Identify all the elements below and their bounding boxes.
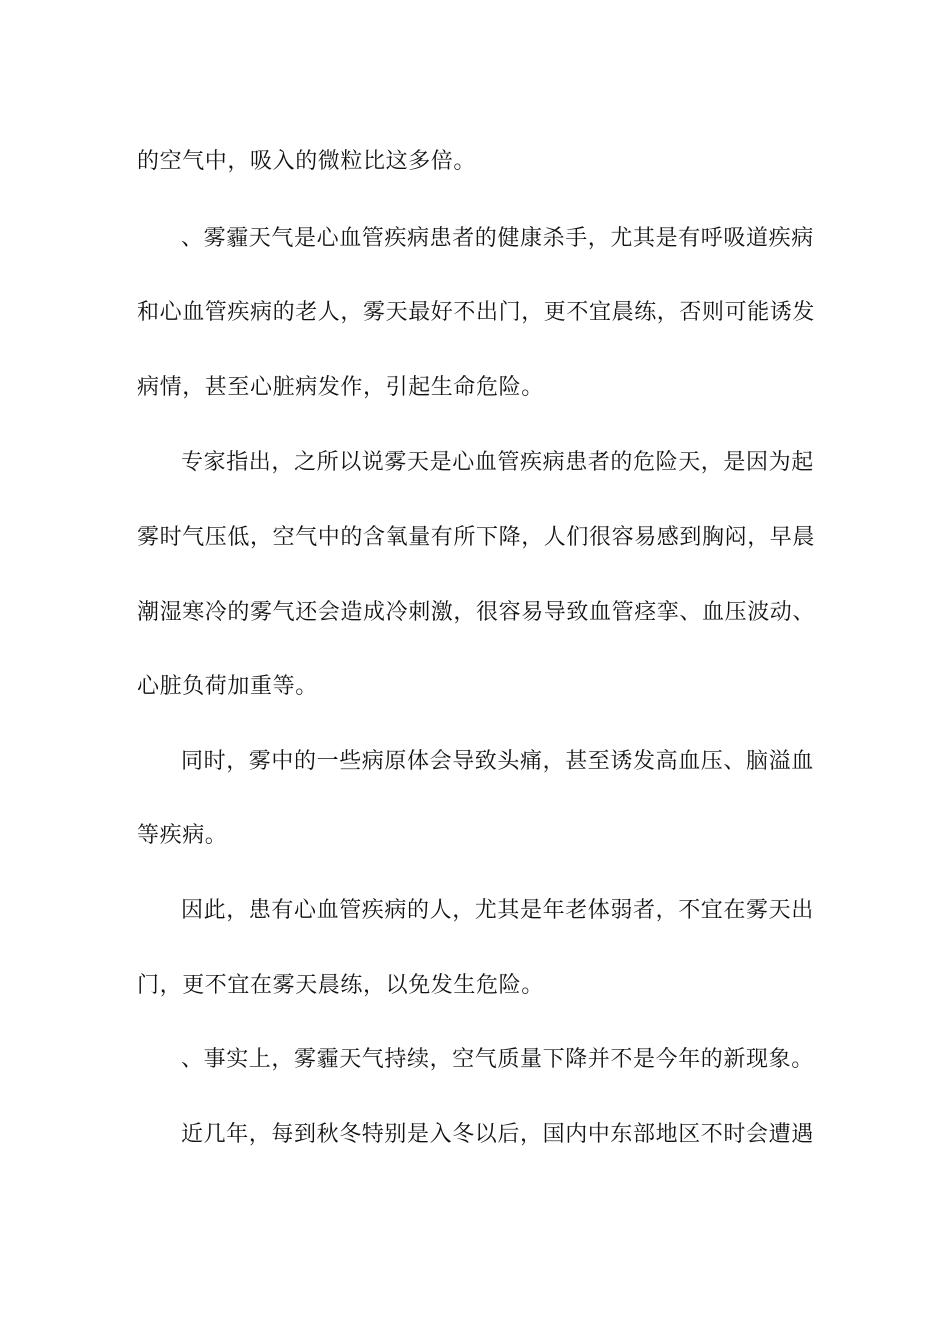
- text-line: 门，更不宜在雾天晨练，以免发生危险。: [137, 973, 544, 998]
- text-line: 等疾病。: [137, 823, 228, 848]
- text-line: 和心血管疾病的老人，雾天最好不出门，更不宜晨练，否则可能诱发: [137, 300, 816, 325]
- text-line: 专家指出，之所以说雾天是心血管疾病患者的危险天，是因为起: [181, 450, 814, 475]
- text-line: 因此，患有心血管疾病的人，尤其是年老体弱者，不宜在雾天出: [181, 898, 814, 923]
- text-line: 心脏负荷加重等。: [137, 674, 318, 699]
- text-line: 、雾霾天气是心血管疾病患者的健康杀手，尤其是有呼吸道疾病: [181, 226, 814, 251]
- text-line: 近几年，每到秋冬特别是入冬以后，国内中东部地区不时会遭遇: [181, 1122, 814, 1147]
- text-line: 潮湿寒冷的雾气还会造成冷刺激，很容易导致血管痉挛、血压波动、: [137, 600, 816, 625]
- text-line: 的空气中，吸入的微粒比这多倍。: [137, 149, 477, 174]
- text-line: 病情，甚至心脏病发作，引起生命危险。: [137, 375, 544, 400]
- text-line: 雾时气压低，空气中的含氧量有所下降，人们很容易感到胸闷，早晨: [137, 525, 816, 550]
- text-line: 、事实上，雾霾天气持续，空气质量下降并不是今年的新现象。: [181, 1047, 814, 1072]
- text-line: 同时，雾中的一些病原体会导致头痛，甚至诱发高血压、脑溢血: [181, 749, 814, 774]
